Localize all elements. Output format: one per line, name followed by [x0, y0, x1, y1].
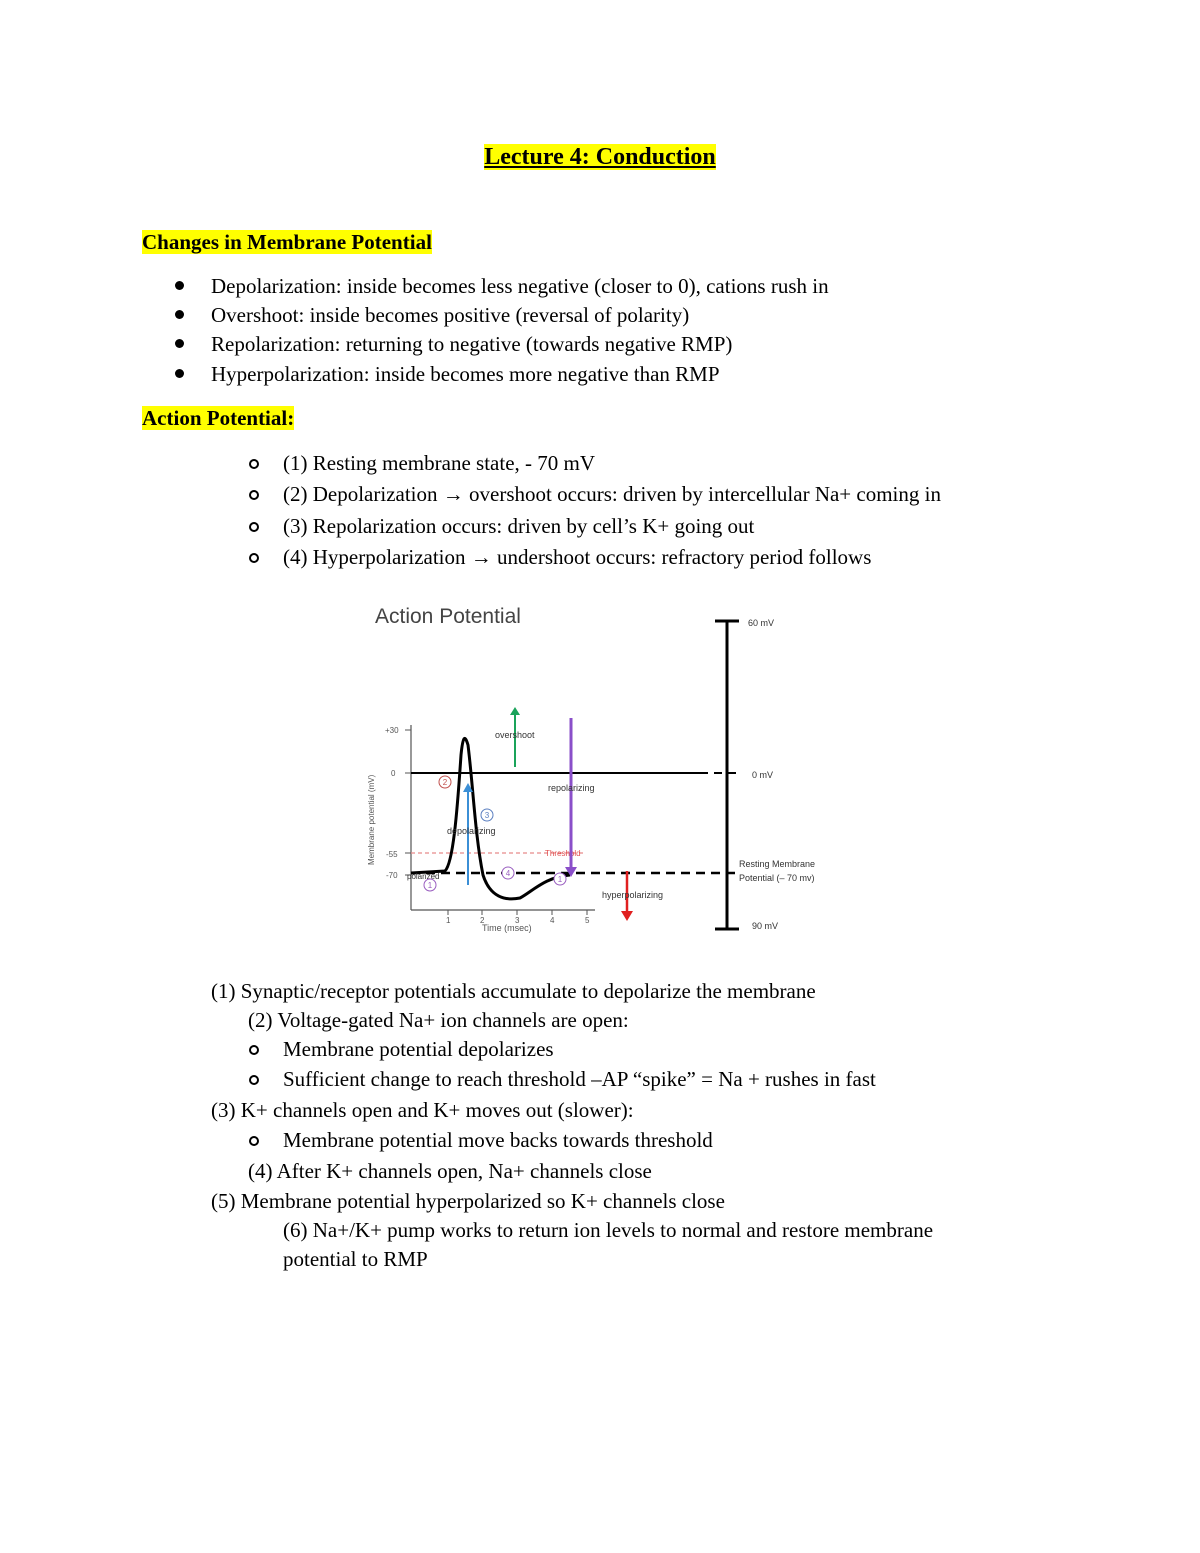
polarized-label: polarized: [407, 872, 440, 881]
rmp-label-line1: Resting Membrane: [739, 859, 816, 869]
page-title: Lecture 4: Conduction: [484, 144, 716, 170]
note-line: Sufficient change to reach threshold –AP “spike” = Na + rushes in fast: [283, 1067, 876, 1091]
phase-marker-label: 2: [442, 778, 448, 787]
list-item: (3) Repolarization occurs: driven by cell’s K+ going out: [283, 514, 755, 538]
phase-marker-label: 1: [427, 881, 433, 890]
ring-bullet-icon: [249, 1045, 259, 1055]
x-tick-label: 3: [515, 916, 520, 925]
y-axis-label: Membrane potential (mV): [367, 774, 376, 865]
section-heading-action-potential: Action Potential:: [142, 406, 295, 430]
rmp-label-line2: Potential (– 70 mv): [739, 873, 815, 883]
list-item: Depolarization: inside becomes less negative (closer to 0), cations rush in: [211, 274, 829, 298]
note-line: Membrane potential depolarizes: [283, 1037, 554, 1061]
list-item: (1) Resting membrane state, - 70 mV: [283, 451, 596, 475]
x-tick-label: 2: [480, 916, 485, 925]
scale-mid-label: 0 mV: [752, 770, 774, 780]
y-tick-label: +30: [385, 726, 399, 735]
note-line: (5) Membrane potential hyperpolarized so K+ channels close: [211, 1189, 725, 1213]
ring-bullet-icon: [249, 522, 259, 532]
ring-bullet-icon: [249, 553, 259, 563]
bullet-icon: [175, 369, 184, 378]
phase-marker-label: 4: [505, 869, 511, 878]
bullet-icon: [175, 310, 184, 319]
overshoot-label: overshoot: [495, 730, 535, 740]
voltage-scale-bar: [715, 621, 739, 929]
bullet-icon: [175, 281, 184, 290]
list-item: Repolarization: returning to negative (towards negative RMP): [211, 332, 733, 356]
list-item: Hyperpolarization: inside becomes more negative than RMP: [211, 362, 720, 386]
x-axis-label: Time (msec): [482, 923, 532, 933]
depolarizing-label: depolarizing: [447, 826, 496, 836]
list-item: (4) Hyperpolarization → undershoot occurs: refractory period follows: [283, 545, 872, 569]
note-line: Membrane potential move backs towards threshold: [283, 1128, 713, 1152]
note-line: (4) After K+ channels open, Na+ channels close: [248, 1159, 652, 1183]
note-line: (6) Na+/K+ pump works to return ion levels to normal and restore membrane: [283, 1218, 934, 1242]
note-line: (3) K+ channels open and K+ moves out (slower):: [211, 1098, 634, 1122]
y-tick-label: -55: [386, 850, 398, 859]
phase-marker-label: 3: [484, 811, 490, 820]
repolarizing-label: repolarizing: [548, 783, 595, 793]
note-line: (1) Synaptic/receptor potentials accumulate to depolarize the membrane: [211, 979, 816, 1003]
note-line: potential to RMP: [283, 1247, 428, 1271]
phase-marker-label: 1: [557, 875, 563, 884]
section-heading-membrane: Changes in Membrane Potential: [142, 230, 432, 254]
x-tick-label: 4: [550, 916, 555, 925]
scale-bottom-label: 90 mV: [752, 921, 779, 931]
x-tick-label: 1: [446, 916, 451, 925]
action-potential-figure: [355, 595, 845, 940]
x-tick-label: 5: [585, 916, 590, 925]
ring-bullet-icon: [249, 1136, 259, 1146]
scale-top-label: 60 mV: [748, 618, 775, 628]
threshold-label: Threshold: [545, 849, 581, 858]
list-item: (2) Depolarization → overshoot occurs: driven by intercellular Na+ coming in: [283, 482, 941, 506]
y-tick-label: 0: [391, 769, 396, 778]
ring-bullet-icon: [249, 459, 259, 469]
bullet-icon: [175, 339, 184, 348]
y-tick-label: -70: [386, 871, 398, 880]
hyperpolarizing-label: hyperpolarizing: [602, 890, 664, 900]
ring-bullet-icon: [249, 490, 259, 500]
list-item: Overshoot: inside becomes positive (reversal of polarity): [211, 303, 690, 327]
ring-bullet-icon: [249, 1075, 259, 1085]
note-line: (2) Voltage-gated Na+ ion channels are open:: [248, 1008, 629, 1032]
figure-title: Action Potential: [375, 605, 521, 628]
